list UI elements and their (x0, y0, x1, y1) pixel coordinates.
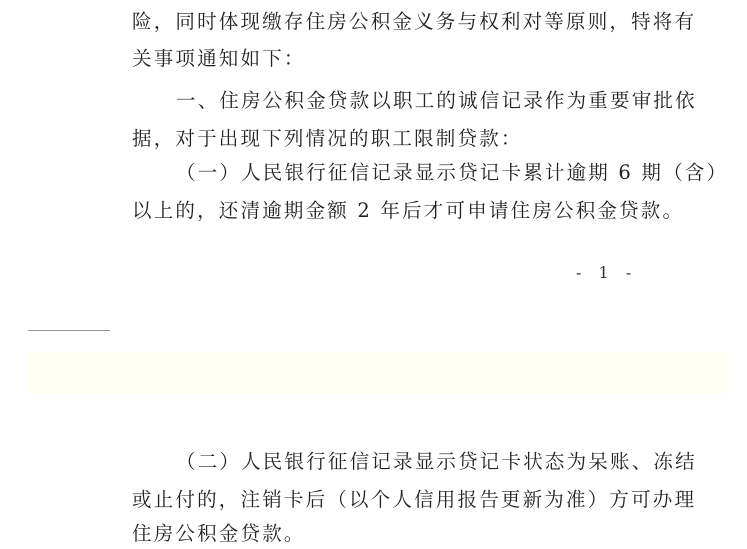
page-number: - 1 - (576, 263, 638, 282)
page-divider-rule (28, 330, 110, 331)
list-item-line: 住房公积金贷款。 (132, 522, 306, 545)
list-item-line: 或止付的，注销卡后（以个人信用报告更新为准）方可办理 (132, 488, 697, 511)
page-break-band (28, 352, 727, 394)
section-heading-line: 一、住房公积金贷款以职工的诚信记录作为重要审批依 (176, 89, 697, 112)
paragraph-line: 险，同时体现缴存住房公积金义务与权利对等原则，特将有 (132, 10, 697, 33)
list-item-line: 以上的，还清逾期金额 2 年后才可申请住房公积金贷款。 (132, 199, 685, 222)
list-item-line: （二）人民银行征信记录显示贷记卡状态为呆账、冻结 (176, 450, 697, 473)
paragraph-line: 据，对于出现下列情况的职工限制贷款： (132, 127, 523, 150)
paragraph-line: 关事项通知如下： (132, 47, 306, 70)
list-item-line: （一）人民银行征信记录显示贷记卡累计逾期 6 期（含） (176, 161, 729, 184)
